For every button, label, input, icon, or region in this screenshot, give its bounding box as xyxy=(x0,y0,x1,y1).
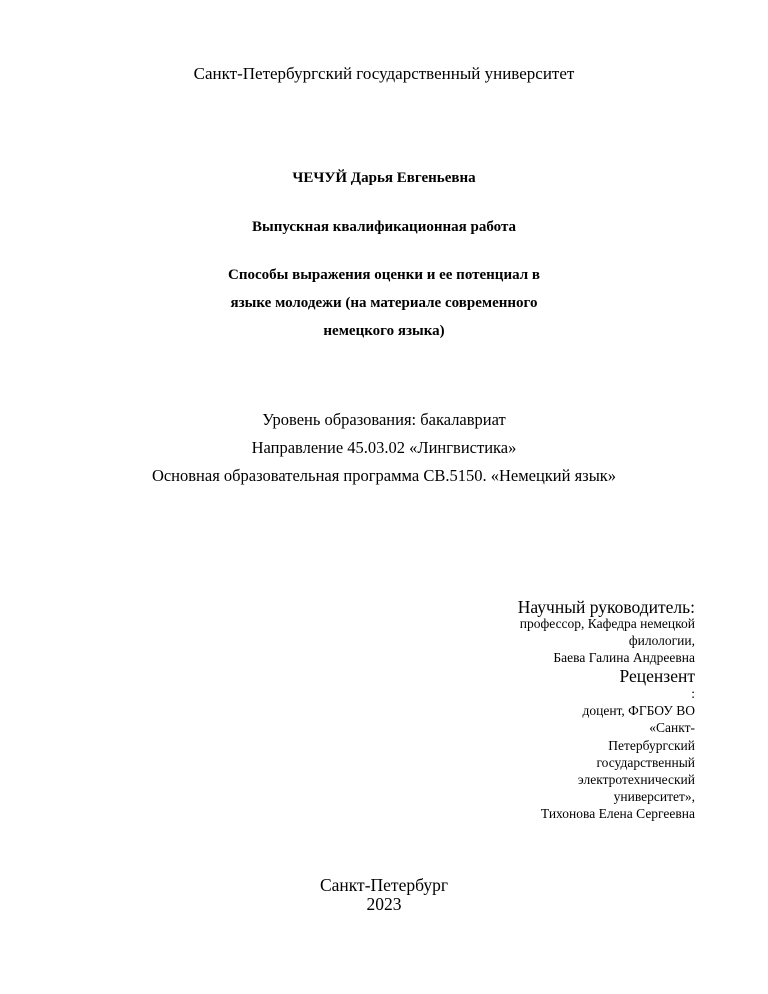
footer-city: Санкт-Петербург xyxy=(319,875,449,895)
topic-line-2: языке молодежи (на материале современного xyxy=(230,295,538,311)
topic-line-3: немецкого языка) xyxy=(323,323,445,339)
reviewer-title: Рецензент xyxy=(619,666,695,686)
university-name: Санкт-Петербургский государственный университет xyxy=(193,64,575,83)
supervisor-position-line-1: профессор, Кафедра немецкой xyxy=(519,616,695,631)
reviewer-details xyxy=(541,685,695,823)
education-program: Основная образовательная программа СВ.5150. «Немецкий язык» xyxy=(151,466,617,485)
reviewer-colon: : xyxy=(691,686,695,701)
reviewer-position-line-3: Петербургский xyxy=(608,737,695,753)
footer-year: 2023 xyxy=(366,894,402,914)
education-direction: Направление 45.03.02 «Лингвистика» xyxy=(251,438,517,457)
education-level: Уровень образования: бакалавриат xyxy=(262,410,506,429)
reviewer-position-line-4: государственный xyxy=(596,754,695,770)
supervisor-details xyxy=(520,615,695,667)
thesis-topic xyxy=(0,261,768,345)
reviewer-name: Тихонова Елена Сергеевна xyxy=(540,806,695,822)
reviewer-position-line-6: университет», xyxy=(613,789,695,805)
reviewer-position-line-2: «Санкт- xyxy=(649,720,695,736)
topic-line-1: Способы выражения оценки и ее потенциал в xyxy=(228,267,540,283)
supervisor-name: Баева Галина Андреевна xyxy=(553,650,695,666)
work-type: Выпускная квалификационная работа xyxy=(251,219,516,235)
supervisor-title: Научный руководитель: xyxy=(517,597,695,617)
supervisor-position-line-2: филологии, xyxy=(628,633,695,649)
reviewer-position-line-1: доцент, ФГБОУ ВО xyxy=(582,703,695,719)
author-name: ЧЕЧУЙ Дарья Евгеньевна xyxy=(292,170,476,186)
reviewer-position-line-5: электротехнический xyxy=(577,772,695,788)
